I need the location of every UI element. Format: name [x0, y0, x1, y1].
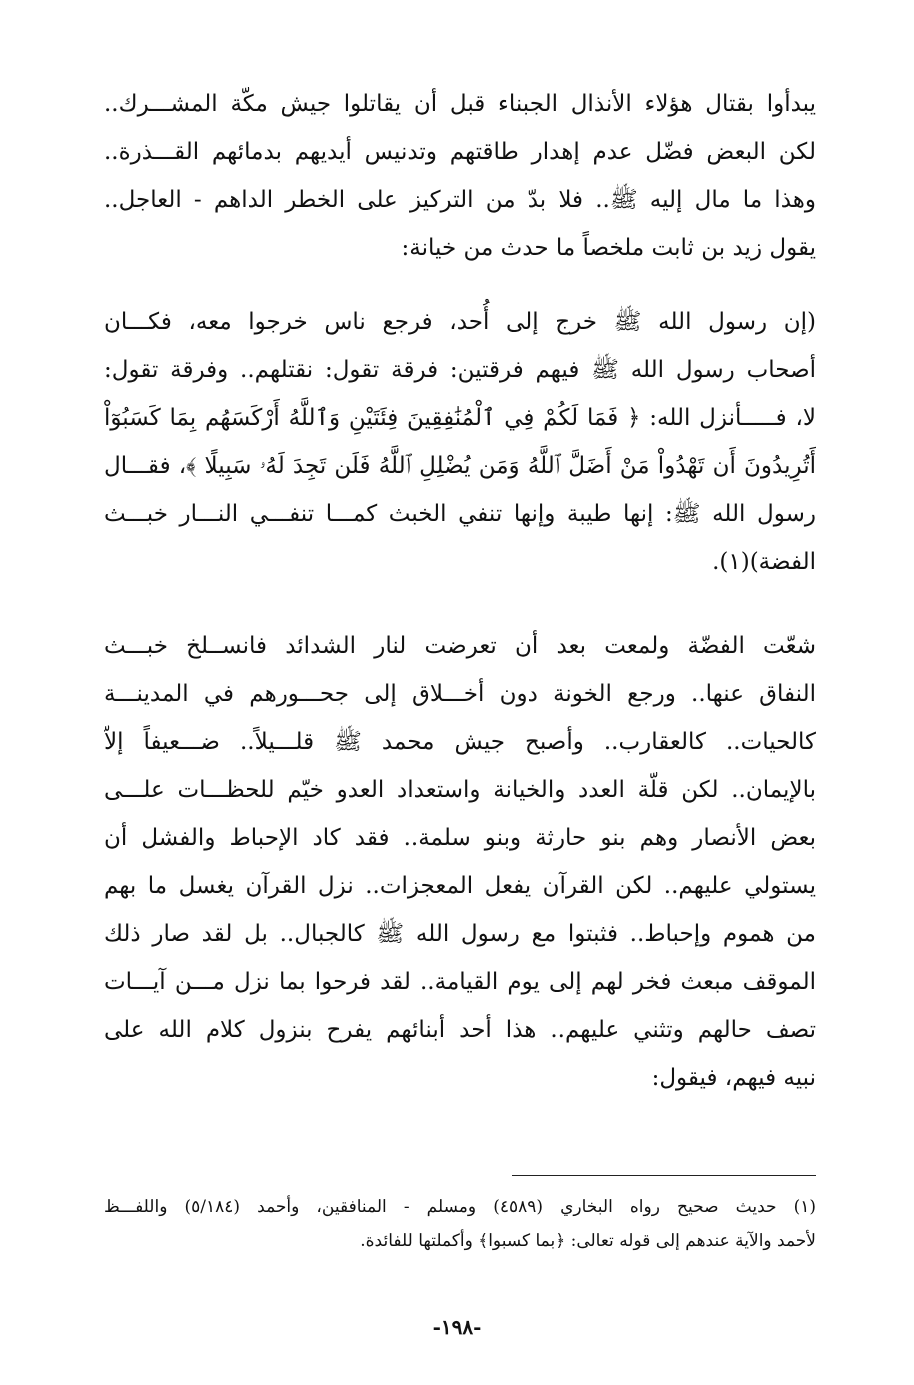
text-line: من هموم وإحباط.. فثبتوا مع رسول الله ﷺ كالجبال.. بل لقد صار ذلك: [104, 921, 816, 947]
text-line: تصف حالهم وتثني عليهم.. هذا أحد أبنائهم يفرح بنزول كلام الله على: [104, 1017, 816, 1043]
footnote-line: لأحمد والآية عندهم إلى قوله تعالى: ﴿بما كسبوا﴾ وأكملتها للفائدة.: [360, 1231, 816, 1251]
paragraph-2-hadith: [104, 298, 816, 586]
footnote: [104, 1190, 816, 1258]
quran-verse-line: أَتُرِيدُونَ أَن تَهْدُواْ مَنْ أَضَلَّ ٱللَّهُ وَمَن يُضْلِلِ ٱللَّهُ فَلَن تَجِدَ لَهُۥ سَبِيلًا ﴾، فقـــال: [104, 453, 816, 479]
text-line: النفاق عنها.. ورجع الخونة دون أخـــلاق إلى جحـــورهم في المدينـــة: [104, 681, 816, 707]
text-line: بعض الأنصار وهم بنو حارثة وبنو سلمة.. فقد كاد الإحباط والفشل أن: [104, 825, 816, 851]
text-line: (إن رسول الله ﷺ خرج إلى أُحد، فرجع ناس خرجوا معه، فكـــان: [104, 309, 816, 335]
page-number: -١٩٨-: [432, 1315, 482, 1339]
paragraph-1: [104, 80, 816, 272]
text-line: يقول زيد بن ثابت ملخصاً ما حدث من خيانة:: [401, 235, 816, 261]
text-line: يبدأوا بقتال هؤلاء الأنذال الجبناء قبل أن يقاتلوا جيش مكّة المشـــرك..: [104, 91, 816, 117]
footnote-line: (١) حديث صحيح رواه البخاري (٤٥٨٩) ومسلم - المنافقين، وأحمد (٥/١٨٤) واللفـــظ: [104, 1197, 816, 1217]
text-line: بالإيمان.. لكن قلّة العدد والخيانة واستعداد العدو خيّم للحظـــات علـــى: [104, 777, 816, 803]
text-line: نبيه فيهم، فيقول:: [651, 1065, 816, 1091]
footnote-divider: [512, 1175, 816, 1176]
text-line: وهذا ما مال إليه ﷺ.. فلا بدّ من التركيز على الخطر الداهم - العاجل..: [104, 187, 816, 213]
text-line: رسول الله ﷺ: إنها طيبة وإنها تنفي الخبث كمـــا تنفـــي النـــار خبـــث: [104, 501, 816, 527]
text-line: كالحيات.. كالعقارب.. وأصبح جيش محمد ﷺ قلـــيلاً.. ضـــعيفاً إلاّ: [104, 729, 816, 755]
quran-verse-line: لا، فـــــأنزل الله: ﴿ فَمَا لَكُمْ فِي ٱلْمُنَٰفِقِينَ فِئَتَيْنِ وَٱللَّهُ أَرْكَسَهُم بِمَا كَسَبُوٓاْ: [104, 405, 816, 431]
paragraph-3: [104, 622, 816, 1102]
text-line: شعّت الفضّة ولمعت بعد أن تعرضت لنار الشدائد فانســلخ خبـــث: [104, 633, 816, 659]
text-line: الفضة)(١).: [712, 549, 816, 575]
text-line: يستولي عليهم.. لكن القرآن يفعل المعجزات.. نزل القرآن يغسل ما بهم: [104, 873, 816, 899]
text-line: لكن البعض فضّل عدم إهدار طاقتهم وتدنيس أيديهم بدمائهم القـــذرة..: [104, 139, 816, 165]
text-line: أصحاب رسول الله ﷺ فيهم فرقتين: فرقة تقول: نقتلهم.. وفرقة تقول:: [104, 357, 816, 383]
text-line: الموقف مبعث فخر لهم إلى يوم القيامة.. لقد فرحوا بما نزل مـــن آيـــات: [104, 969, 816, 995]
